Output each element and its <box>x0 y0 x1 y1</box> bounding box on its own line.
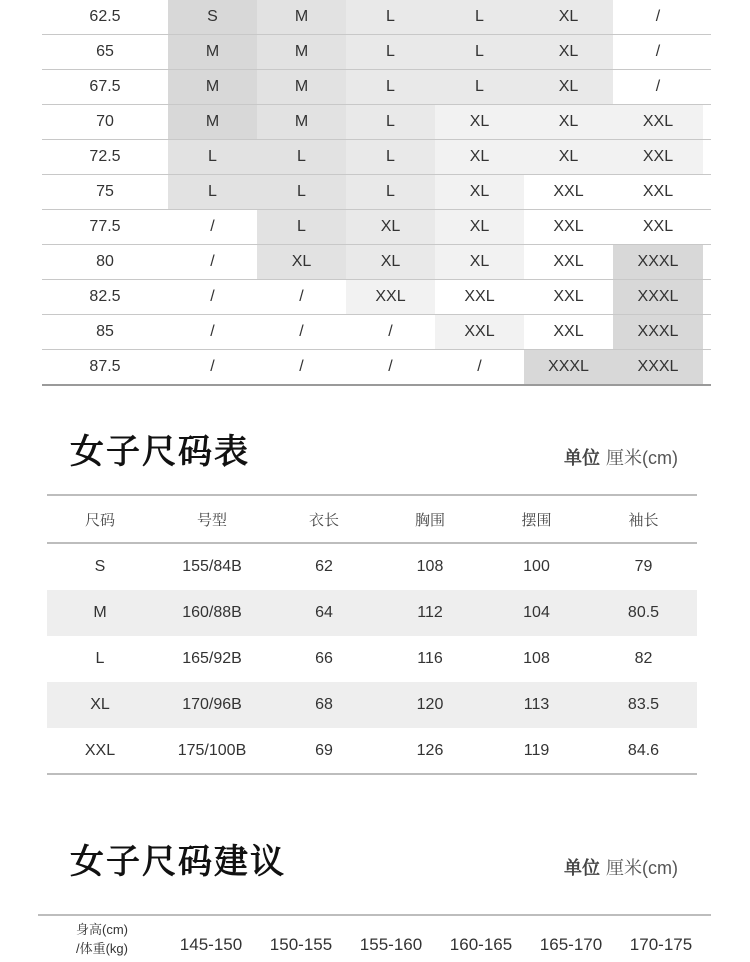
grid-size-cell: XXXL <box>613 245 703 279</box>
grid-row <box>42 210 711 245</box>
table-cell: 83.5 <box>627 696 660 713</box>
grid-size-cell: / <box>435 350 524 384</box>
grid-row-label: 82.5 <box>42 280 168 314</box>
table-cell: XXL <box>84 741 116 759</box>
grid-row-label: 77.5 <box>42 210 168 244</box>
grid-size-cell: XL <box>435 140 524 174</box>
unit-value: 厘米(cm) <box>606 858 678 878</box>
grid-size-cell: L <box>257 140 346 174</box>
grid-size-cell: L <box>346 140 435 174</box>
height-range-cell: 165-170 <box>539 935 603 954</box>
grid-size-cell: M <box>168 70 257 104</box>
grid-row-label: 70 <box>42 105 168 139</box>
height-range-cell: 155-160 <box>359 935 423 954</box>
grid-row <box>42 350 711 386</box>
grid-size-cell: / <box>168 350 257 384</box>
size-recommendation-unit <box>564 854 678 880</box>
size-chart-unit <box>564 444 678 470</box>
grid-size-cell: XXL <box>613 140 703 174</box>
header-cell: 尺码 <box>84 511 115 529</box>
table-cell: 64 <box>315 604 333 621</box>
grid-row-label: 72.5 <box>42 140 168 174</box>
grid-row-label: 85 <box>42 315 168 349</box>
grid-row-label: 80 <box>42 245 168 279</box>
grid-size-cell: XL <box>524 105 613 139</box>
table-cell: 66 <box>315 650 333 667</box>
grid-size-cell: L <box>168 140 257 174</box>
recommendation-header-row <box>38 914 711 962</box>
grid-size-cell: XL <box>346 245 435 279</box>
grid-size-cell: M <box>168 105 257 139</box>
grid-size-cell: XXL <box>613 175 703 209</box>
table-cell: 155/84B <box>182 558 242 575</box>
table-cell: 112 <box>417 604 443 621</box>
grid-size-cell: XXL <box>524 315 613 349</box>
grid-size-cell: XL <box>435 105 524 139</box>
grid-size-cell: L <box>346 175 435 209</box>
grid-size-cell: / <box>346 315 435 349</box>
height-weight-header <box>38 920 166 958</box>
grid-size-cell: L <box>435 35 524 69</box>
height-header-label: 身高(cm) <box>76 922 128 937</box>
grid-size-cell: / <box>257 280 346 314</box>
size-chart-title: 女子尺码表 <box>70 433 250 471</box>
grid-size-cell: L <box>435 70 524 104</box>
grid-row-label: 65 <box>42 35 168 69</box>
table-cell: 160/88B <box>182 604 242 621</box>
header-cell: 衣长 <box>308 511 339 529</box>
grid-row <box>42 0 711 35</box>
grid-row-label: 62.5 <box>42 0 168 34</box>
grid-row <box>42 175 711 210</box>
grid-size-cell: XXL <box>524 210 613 244</box>
grid-size-cell: XXXL <box>613 350 703 384</box>
table-cell: 79 <box>634 558 653 575</box>
grid-row <box>42 280 711 315</box>
table-cell: XL <box>90 696 110 713</box>
size-recommendation-title: 女子尺码建议 <box>70 843 286 881</box>
table-cell: 80.5 <box>627 604 660 621</box>
grid-size-cell: XXL <box>613 210 703 244</box>
grid-size-cell: XXL <box>435 315 524 349</box>
table-cell: 120 <box>416 696 444 713</box>
table-header-row <box>47 494 697 544</box>
grid-size-cell: L <box>346 35 435 69</box>
header-cell: 摆围 <box>521 511 552 529</box>
table-cell: 113 <box>523 696 550 713</box>
table-cell: L <box>95 650 105 667</box>
table-row <box>47 728 697 775</box>
grid-row <box>42 315 711 350</box>
grid-size-cell: XXL <box>524 280 613 314</box>
grid-size-cell: XL <box>435 175 524 209</box>
grid-size-cell: XXXL <box>524 350 613 384</box>
grid-size-cell: S <box>168 0 257 34</box>
grid-size-cell: XXXL <box>613 315 703 349</box>
grid-size-cell: M <box>257 70 346 104</box>
grid-row <box>42 70 711 105</box>
grid-size-cell: / <box>257 350 346 384</box>
table-cell: 116 <box>417 650 443 667</box>
grid-size-cell: XL <box>524 140 613 174</box>
grid-size-cell: XL <box>524 70 613 104</box>
table-cell: 170/96B <box>182 696 242 713</box>
table-cell: 108 <box>523 650 550 667</box>
grid-size-cell: / <box>257 315 346 349</box>
header-cell: 袖长 <box>628 511 659 529</box>
table-cell: S <box>94 558 106 575</box>
height-range-cell: 170-175 <box>629 935 693 954</box>
table-cell: 69 <box>315 741 333 759</box>
grid-row <box>42 245 711 280</box>
recommendation-grid <box>42 0 711 386</box>
table-cell: 126 <box>416 741 444 759</box>
grid-size-cell: M <box>257 0 346 34</box>
grid-row-label: 67.5 <box>42 70 168 104</box>
header-cell: 号型 <box>196 511 227 529</box>
grid-size-cell: XXL <box>435 280 524 314</box>
grid-size-cell: XL <box>435 245 524 279</box>
size-chart-table <box>47 494 697 775</box>
grid-size-cell: L <box>257 210 346 244</box>
table-cell: 82 <box>634 650 653 667</box>
table-cell: 165/92B <box>182 650 242 667</box>
table-cell: 62 <box>315 558 333 575</box>
grid-size-cell: / <box>168 280 257 314</box>
grid-size-cell: L <box>346 105 435 139</box>
grid-size-cell: L <box>346 70 435 104</box>
grid-size-cell: XL <box>257 245 346 279</box>
grid-size-cell: XXL <box>524 245 613 279</box>
grid-size-cell: M <box>257 105 346 139</box>
grid-size-cell: / <box>613 0 703 34</box>
grid-size-cell: L <box>435 0 524 34</box>
height-range-cell: 145-150 <box>179 935 243 954</box>
grid-row <box>42 105 711 140</box>
weight-header-label: /体重(kg) <box>75 941 128 956</box>
unit-label: 单位 <box>564 858 601 878</box>
grid-size-cell: XXL <box>524 175 613 209</box>
grid-size-cell: L <box>346 0 435 34</box>
table-row <box>47 682 697 728</box>
table-row <box>47 590 697 636</box>
grid-size-cell: XL <box>524 0 613 34</box>
grid-size-cell: XXXL <box>613 280 703 314</box>
grid-row <box>42 35 711 70</box>
unit-value: 厘米(cm) <box>606 448 678 468</box>
height-range-cell: 160-165 <box>449 935 513 954</box>
grid-size-cell: XL <box>524 35 613 69</box>
table-cell: 68 <box>315 696 333 713</box>
grid-size-cell: / <box>613 35 703 69</box>
grid-size-cell: L <box>168 175 257 209</box>
grid-size-cell: M <box>257 35 346 69</box>
grid-size-cell: / <box>168 245 257 279</box>
table-row <box>47 636 697 682</box>
grid-size-cell: L <box>257 175 346 209</box>
grid-size-cell: XL <box>346 210 435 244</box>
grid-size-cell: XXL <box>613 105 703 139</box>
grid-row-label: 75 <box>42 175 168 209</box>
grid-size-cell: / <box>613 70 703 104</box>
table-row <box>47 544 697 590</box>
header-cell: 胸围 <box>414 511 445 529</box>
table-cell: 84.6 <box>627 741 660 759</box>
grid-row <box>42 140 711 175</box>
grid-size-cell: XL <box>435 210 524 244</box>
height-range-cell: 150-155 <box>269 935 333 954</box>
table-cell: M <box>93 604 107 621</box>
table-cell: 175/100B <box>177 741 247 759</box>
grid-size-cell: / <box>168 210 257 244</box>
grid-size-cell: M <box>168 35 257 69</box>
unit-label: 单位 <box>564 448 601 468</box>
grid-size-cell: / <box>346 350 435 384</box>
grid-size-cell: XXL <box>346 280 435 314</box>
grid-row-label: 87.5 <box>42 350 168 384</box>
grid-size-cell: / <box>168 315 257 349</box>
table-cell: 108 <box>416 558 444 575</box>
table-cell: 104 <box>523 604 550 621</box>
table-cell: 119 <box>523 741 550 759</box>
table-cell: 100 <box>523 558 550 575</box>
